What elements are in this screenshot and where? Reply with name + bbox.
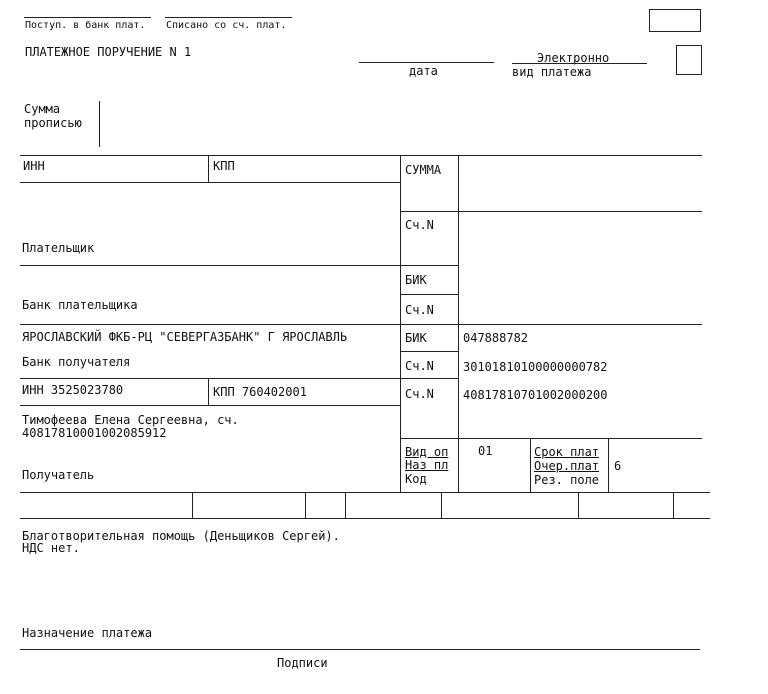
recipient-label: Получатель xyxy=(22,468,95,482)
payment-type-label: вид платежа xyxy=(512,65,592,79)
grid-line xyxy=(400,211,702,212)
grid-line xyxy=(192,492,193,518)
debited-from-account-label: Списано со сч. плат. xyxy=(166,20,287,31)
grid-line xyxy=(673,492,674,518)
recipient-account-label: Сч.N xyxy=(405,387,434,401)
grid-line xyxy=(20,378,458,379)
grid-line xyxy=(208,155,209,182)
grid-line xyxy=(20,492,710,493)
recipient-bank-label: Банк получателя xyxy=(22,355,131,369)
payment-term-label: Срок плат xyxy=(534,445,600,459)
recipient-bank-account-label: Сч.N xyxy=(405,359,434,373)
grid-line xyxy=(530,438,531,492)
payment-type-line xyxy=(512,63,647,64)
grid-line xyxy=(20,155,702,156)
grid-line xyxy=(400,294,458,295)
grid-line xyxy=(345,492,346,518)
payer-bank-label: Банк плательщика xyxy=(22,298,138,312)
reserve-field-label: Рез. поле xyxy=(534,473,600,487)
grid-line xyxy=(441,492,442,518)
grid-line xyxy=(608,438,609,492)
recipient-account: 40817810701002000200 xyxy=(463,388,608,402)
payment-purpose-line xyxy=(20,649,700,650)
grid-line xyxy=(208,378,209,405)
recipient-name-line1: Тимофеева Елена Сергеевна, сч. xyxy=(22,413,239,427)
payment-type-value: Электронно xyxy=(537,51,610,65)
debited-from-account-line xyxy=(165,17,292,18)
status-box xyxy=(676,45,702,75)
recipient-name-line2: 40817810001002085912 xyxy=(22,426,167,440)
payer-label: Плательщик xyxy=(22,241,95,255)
recipient-bank-bik-label: БИК xyxy=(405,331,427,345)
date-label: дата xyxy=(409,64,438,78)
recipient-bank-name: ЯРОСЛАВСКИЙ ФКБ-РЦ "СЕВЕРГАЗБАНК" Г ЯРОСЛАВЛЬ xyxy=(22,330,348,344)
payment-purpose-code-label: Наз пл xyxy=(405,458,449,472)
payment-purpose-line1: Благотворительная помощь (Деньщиков Сергей). xyxy=(22,529,340,543)
grid-line xyxy=(305,492,306,518)
payment-purpose-line2: НДС нет. xyxy=(22,541,80,555)
payer-inn-label: ИНН xyxy=(23,159,45,173)
recipient-kpp: КПП 760402001 xyxy=(213,385,307,399)
payer-kpp-label: КПП xyxy=(213,159,235,173)
grid-line xyxy=(20,182,400,183)
payer-bank-bik-label: БИК xyxy=(405,273,427,287)
amount-words-label-line1: Сумма xyxy=(24,102,61,116)
grid-line xyxy=(20,405,400,406)
received-in-bank-label: Поступ. в банк плат. xyxy=(25,20,146,31)
grid-line xyxy=(578,492,579,518)
grid-line xyxy=(20,324,702,325)
grid-line xyxy=(400,438,702,439)
amount-words-divider xyxy=(99,101,100,147)
grid-line xyxy=(20,265,458,266)
form-title: ПЛАТЕЖНОЕ ПОРУЧЕНИЕ N 1 xyxy=(25,45,192,59)
received-in-bank-line xyxy=(24,17,151,18)
bank-stamp-box xyxy=(649,9,701,32)
recipient-bank-corr-account: 30101810100000000782 xyxy=(463,360,608,374)
code-label: Код xyxy=(405,472,427,486)
operation-type-label: Вид оп xyxy=(405,445,449,459)
payment-priority-label: Очер.плат xyxy=(534,459,600,473)
operation-type-value: 01 xyxy=(478,444,493,458)
payer-bank-account-label: Сч.N xyxy=(405,303,434,317)
signatures-label: Подписи xyxy=(277,656,328,670)
grid-line xyxy=(20,518,710,519)
grid-line xyxy=(400,351,458,352)
payment-priority-value: 6 xyxy=(614,459,622,473)
date-line xyxy=(359,62,494,63)
payment-purpose-label: Назначение платежа xyxy=(22,626,153,640)
amount-words-label-line2: прописью xyxy=(24,116,82,130)
recipient-inn: ИНН 3525023780 xyxy=(22,383,124,397)
recipient-bank-bik: 047888782 xyxy=(463,331,529,345)
payer-account-label: Сч.N xyxy=(405,218,434,232)
summa-label: СУММА xyxy=(405,163,442,177)
